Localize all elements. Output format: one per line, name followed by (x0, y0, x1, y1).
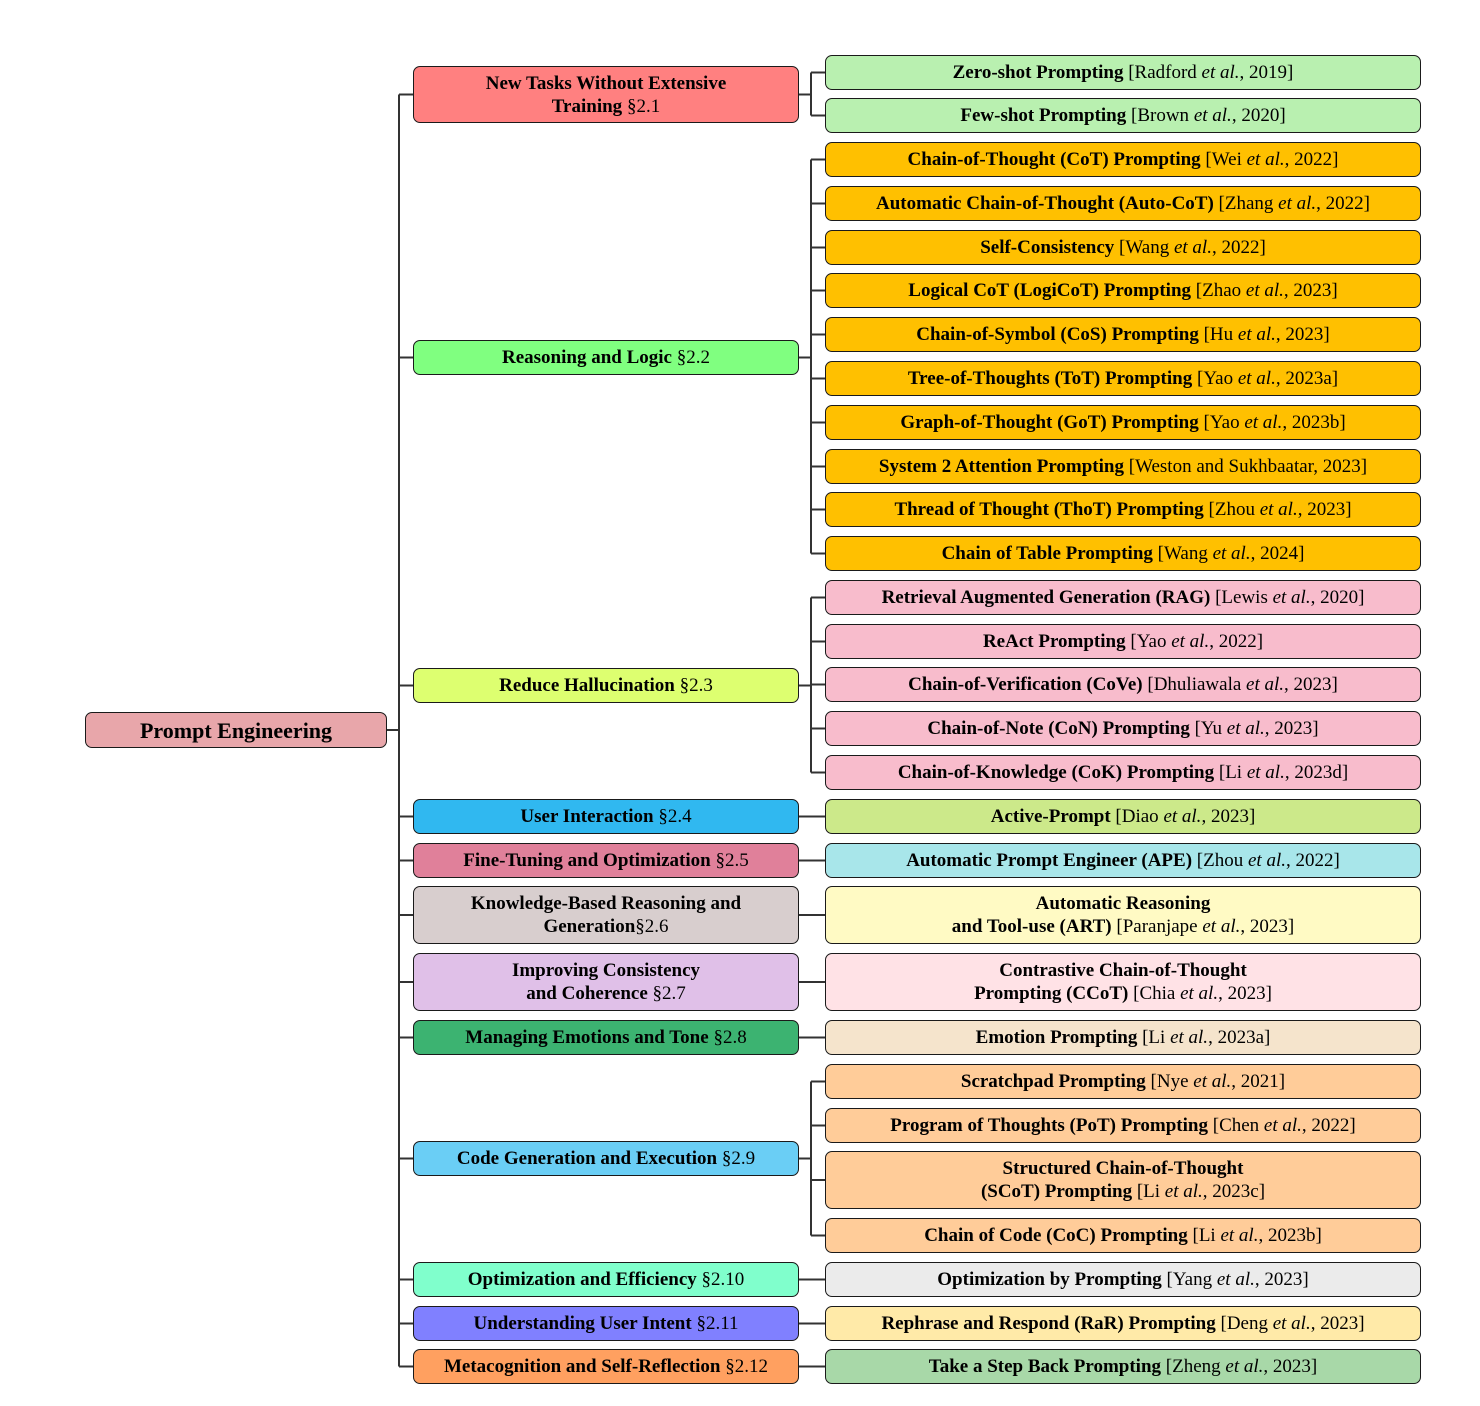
citation-author: Chia (1139, 983, 1176, 1004)
citation-etal: et al. (1180, 983, 1219, 1004)
citation-year: 2023 (1249, 916, 1288, 937)
method-name: Chain of Table Prompting (941, 543, 1153, 564)
method-node (825, 843, 1421, 878)
citation-author: Wang (1125, 237, 1170, 258)
method-name: Emotion Prompting (975, 1027, 1138, 1048)
citation-author: Li (1198, 1225, 1216, 1246)
category-label: Understanding User Intent (473, 1313, 692, 1334)
method-name: Automatic Chain-of-Thought (Auto-CoT) (876, 193, 1214, 214)
section-number: §2.5 (715, 850, 749, 871)
citation-author: Paranjape (1122, 916, 1198, 937)
method-node (825, 1020, 1421, 1055)
method-node (825, 755, 1421, 790)
category-label: New Tasks Without Extensive (485, 72, 727, 94)
citation-etal: et al. (1216, 1269, 1255, 1290)
citation: [Wang et al., 2022] (1114, 237, 1266, 258)
section-number: §2.3 (679, 675, 713, 696)
citation-author: Yao (1209, 412, 1240, 433)
citation-year: 2023b (1291, 412, 1340, 433)
citation-author: Radford (1134, 62, 1197, 83)
citation-year: 2023 (1322, 456, 1361, 477)
method-name: Take a Step Back Prompting (928, 1356, 1162, 1377)
citation-etal: et al. (1212, 543, 1251, 564)
citation-author: Zhang (1224, 193, 1274, 214)
section-number: §2.12 (725, 1356, 768, 1377)
citation: [Zhao et al., 2023] (1191, 280, 1338, 301)
method-name: System 2 Attention Prompting (878, 456, 1124, 477)
citation: [Brown et al., 2020] (1126, 105, 1286, 126)
citation-author: Wei (1211, 149, 1242, 170)
category-label: Generation (543, 916, 636, 937)
method-node (825, 98, 1421, 133)
method-node (825, 1218, 1421, 1253)
citation-year: 2023 (1307, 499, 1346, 520)
method-node (825, 886, 1421, 944)
citation-etal: et al. (1225, 1356, 1264, 1377)
citation-year: 2023 (1293, 674, 1332, 695)
method-node (825, 580, 1421, 615)
category-node (413, 1349, 799, 1384)
method-node (825, 1108, 1421, 1143)
citation-year: 2023 (1272, 1356, 1311, 1377)
method-node (825, 799, 1421, 834)
method-name: Thread of Thought (ThoT) Prompting (894, 499, 1204, 520)
citation-etal: et al. (1246, 674, 1285, 695)
citation-year: 2023 (1293, 280, 1332, 301)
category-label: Reasoning and Logic (502, 347, 672, 368)
method-name: Automatic Prompt Engineer (APE) (906, 850, 1193, 871)
citation: [Yao et al., 2023a] (1192, 368, 1339, 389)
section-number: §2.7 (652, 983, 686, 1004)
citation-year: 2023 (1320, 1313, 1359, 1334)
method-name: Automatic Reasoning (1035, 893, 1211, 914)
method-node (825, 142, 1421, 177)
category-node (413, 799, 799, 834)
category-label: Managing Emotions and Tone (465, 1027, 709, 1048)
method-name: Active-Prompt (990, 806, 1111, 827)
method-name: Prompting (CCoT) (974, 983, 1129, 1004)
category-node (413, 886, 799, 944)
citation: [Li et al., 2023d] (1214, 762, 1349, 783)
category-label: Knowledge-Based Reasoning and (470, 893, 742, 914)
category-label: Fine-Tuning and Optimization (463, 850, 711, 871)
citation-author: Dhuliawala (1153, 674, 1242, 695)
citation-etal: et al. (1263, 1115, 1302, 1136)
citation-year: 2023 (1274, 718, 1313, 739)
citation-year: 2023 (1210, 806, 1249, 827)
category-label: Optimization and Efficiency (467, 1269, 697, 1290)
citation-author: Li (1225, 762, 1243, 783)
method-node (825, 317, 1421, 352)
citation-year: 2021 (1240, 1071, 1279, 1092)
citation-year: 2020 (1241, 105, 1280, 126)
citation: [Wei et al., 2022] (1200, 149, 1339, 170)
citation-author: Zhou (1203, 850, 1244, 871)
citation-author: Chen (1219, 1115, 1260, 1136)
citation: [Yu et al., 2023] (1189, 718, 1319, 739)
citation-author: Yang (1172, 1269, 1213, 1290)
citation-author: Deng (1226, 1313, 1268, 1334)
method-name: Self-Consistency (980, 237, 1115, 258)
citation-etal: et al. (1171, 631, 1210, 652)
citation: [Zheng et al., 2023] (1161, 1356, 1318, 1377)
category-node (413, 340, 799, 375)
citation: [Diao et al., 2023] (1110, 806, 1256, 827)
method-name: Structured Chain-of-Thought (1002, 1158, 1244, 1179)
method-node (825, 667, 1421, 702)
section-number: §2.10 (701, 1269, 745, 1290)
citation-etal: et al. (1245, 280, 1284, 301)
method-name: Retrieval Augmented Generation (RAG) (881, 587, 1211, 608)
citation-year: 2022 (1295, 850, 1334, 871)
citation: [Wang et al., 2024] (1152, 543, 1305, 564)
citation-author: Brown (1137, 105, 1190, 126)
citation-author: Li (1143, 1181, 1161, 1202)
section-number: §2.6 (635, 916, 669, 937)
category-node (413, 1306, 799, 1341)
citation: [Yao et al., 2023b] (1198, 412, 1346, 433)
method-name: (SCoT) Prompting (980, 1181, 1133, 1202)
citation-etal: et al. (1244, 412, 1283, 433)
method-name: ReAct Prompting (982, 631, 1126, 652)
citation-year: 2020 (1320, 587, 1359, 608)
citation-author: Zhou (1214, 499, 1255, 520)
method-node (825, 405, 1421, 440)
citation: [Lewis et al., 2020] (1210, 587, 1365, 608)
citation-etal: et al. (1170, 1027, 1209, 1048)
citation-year: 2022 (1294, 149, 1333, 170)
citation-year: 2023a (1285, 368, 1332, 389)
method-node (825, 186, 1421, 221)
citation: [Weston and Sukhbaatar, 2023] (1123, 456, 1368, 477)
citation-author: Zheng (1172, 1356, 1221, 1377)
category-label: User Interaction (520, 806, 654, 827)
citation-year: 2022 (1311, 1115, 1350, 1136)
citation: [Chia et al., 2023] (1128, 983, 1272, 1004)
root-node (85, 712, 387, 748)
citation-author: Wang (1163, 543, 1208, 564)
category-node (413, 1141, 799, 1176)
method-name: Chain-of-Knowledge (CoK) Prompting (897, 762, 1215, 783)
category-label: Reduce Hallucination (499, 675, 675, 696)
citation: [Li et al., 2023a] (1137, 1027, 1271, 1048)
citation: [Yao et al., 2022] (1125, 631, 1264, 652)
section-number: §2.11 (696, 1313, 739, 1334)
method-node (825, 1151, 1421, 1209)
method-name: Zero-shot Prompting (952, 62, 1124, 83)
citation-etal: et al. (1193, 1071, 1232, 1092)
citation-etal: et al. (1226, 718, 1265, 739)
citation-author: Yu (1200, 718, 1223, 739)
citation: [Paranjape et al., 2023] (1111, 916, 1295, 937)
method-name: Chain-of-Thought (CoT) Prompting (907, 149, 1201, 170)
category-label: Training (551, 95, 623, 117)
method-node (825, 624, 1421, 659)
method-name: Optimization by Prompting (937, 1269, 1162, 1290)
citation: [Chen et al., 2022] (1207, 1115, 1356, 1136)
citation: [Deng et al., 2023] (1215, 1313, 1365, 1334)
citation-etal: et al. (1237, 368, 1276, 389)
citation-etal: et al. (1220, 1225, 1259, 1246)
section-number: §2.9 (721, 1148, 756, 1169)
method-name: Graph-of-Thought (GoT) Prompting (900, 412, 1199, 433)
citation-author: Yao (1203, 368, 1234, 389)
method-name: Chain-of-Verification (CoVe) (908, 674, 1143, 695)
citation-author: Zhao (1202, 280, 1242, 301)
method-name: Tree-of-Thoughts (ToT) Prompting (907, 368, 1193, 389)
method-node (825, 1064, 1421, 1099)
citation: [Zhou et al., 2023] (1203, 499, 1352, 520)
citation-etal: et al. (1164, 1181, 1203, 1202)
root-label: Prompt Engineering (139, 717, 333, 743)
citation-etal: et al. (1278, 193, 1317, 214)
citation-year: 2022 (1325, 193, 1364, 214)
citation: [Zhang et al., 2022] (1213, 193, 1370, 214)
method-name: Logical CoT (LogiCoT) Prompting (908, 280, 1192, 301)
citation-year: 2023b (1267, 1225, 1316, 1246)
citation-etal: et al. (1163, 806, 1202, 827)
citation-year: 2023 (1227, 983, 1266, 1004)
category-node (413, 66, 799, 123)
citation-etal: et al. (1272, 1313, 1311, 1334)
method-name: Few-shot Prompting (960, 105, 1127, 126)
citation-etal: et al. (1173, 237, 1212, 258)
citation-year: 2022 (1221, 237, 1260, 258)
method-node (825, 953, 1421, 1011)
citation-author: Li (1148, 1027, 1166, 1048)
citation-year: 2019 (1249, 62, 1288, 83)
citation-etal: et al. (1201, 62, 1240, 83)
category-label: Improving Consistency (511, 960, 701, 981)
method-node (825, 711, 1421, 746)
citation: [Hu et al., 2023] (1198, 324, 1330, 345)
category-node (413, 1020, 799, 1055)
citation-year: 2023a (1217, 1027, 1264, 1048)
category-label: Metacognition and Self-Reflection (443, 1356, 721, 1377)
section-number: §2.2 (676, 347, 710, 368)
citation-etal: et al. (1237, 324, 1276, 345)
category-node (413, 953, 799, 1011)
citation-author: Diao (1121, 806, 1159, 827)
category-label: and Coherence (526, 983, 648, 1004)
citation: [Dhuliawala et al., 2023] (1142, 674, 1338, 695)
citation-etal: et al. (1246, 762, 1285, 783)
method-name: Chain-of-Symbol (CoS) Prompting (916, 324, 1199, 345)
citation-year: 2023 (1264, 1269, 1303, 1290)
citation-author: Nye (1156, 1071, 1189, 1092)
citation-year: 2023 (1285, 324, 1324, 345)
citation: [Nye et al., 2021] (1145, 1071, 1286, 1092)
citation-author: Lewis (1221, 587, 1268, 608)
citation-etal: et al. (1246, 149, 1285, 170)
citation-year: 2023d (1294, 762, 1342, 783)
citation: [Zhou et al., 2022] (1192, 850, 1340, 871)
citation-author: Yao (1136, 631, 1167, 652)
section-number: §2.1 (626, 95, 661, 117)
method-name: Chain of Code (CoC) Prompting (924, 1225, 1188, 1246)
citation-etal: et al. (1272, 587, 1311, 608)
citation-year: 2022 (1218, 631, 1257, 652)
citation-year: 2024 (1260, 543, 1299, 564)
method-node (825, 361, 1421, 396)
category-label: Code Generation and Execution (456, 1148, 718, 1169)
category-node (413, 843, 799, 878)
citation-etal: et al. (1193, 105, 1232, 126)
method-node (825, 536, 1421, 571)
method-name: Rephrase and Respond (RaR) Prompting (881, 1313, 1216, 1334)
citation: [Li et al., 2023c] (1132, 1181, 1266, 1202)
method-node (825, 55, 1421, 90)
method-node (825, 1262, 1421, 1297)
citation-etal: et al. (1202, 916, 1241, 937)
method-name: Contrastive Chain-of-Thought (999, 960, 1247, 981)
method-node (825, 1306, 1421, 1341)
method-name: Program of Thoughts (PoT) Prompting (890, 1115, 1208, 1136)
citation: [Radford et al., 2019] (1123, 62, 1294, 83)
section-number: §2.4 (658, 806, 692, 827)
citation-author: Hu (1209, 324, 1234, 345)
citation-etal: et al. (1247, 850, 1286, 871)
method-node (825, 492, 1421, 527)
method-node (825, 449, 1421, 484)
citation-author: Weston and Sukhbaatar (1135, 456, 1314, 477)
method-name: and Tool-use (ART) (951, 916, 1112, 937)
category-node (413, 1262, 799, 1297)
method-name: Chain-of-Note (CoN) Prompting (927, 718, 1190, 739)
category-node (413, 668, 799, 703)
method-name: Scratchpad Prompting (960, 1071, 1146, 1092)
method-node (825, 273, 1421, 308)
citation-year: 2023c (1212, 1181, 1259, 1202)
method-node (825, 230, 1421, 265)
section-number: §2.8 (713, 1027, 747, 1048)
citation: [Li et al., 2023b] (1187, 1225, 1322, 1246)
method-node (825, 1349, 1421, 1384)
citation: [Yang et al., 2023] (1161, 1269, 1309, 1290)
citation-etal: et al. (1259, 499, 1298, 520)
